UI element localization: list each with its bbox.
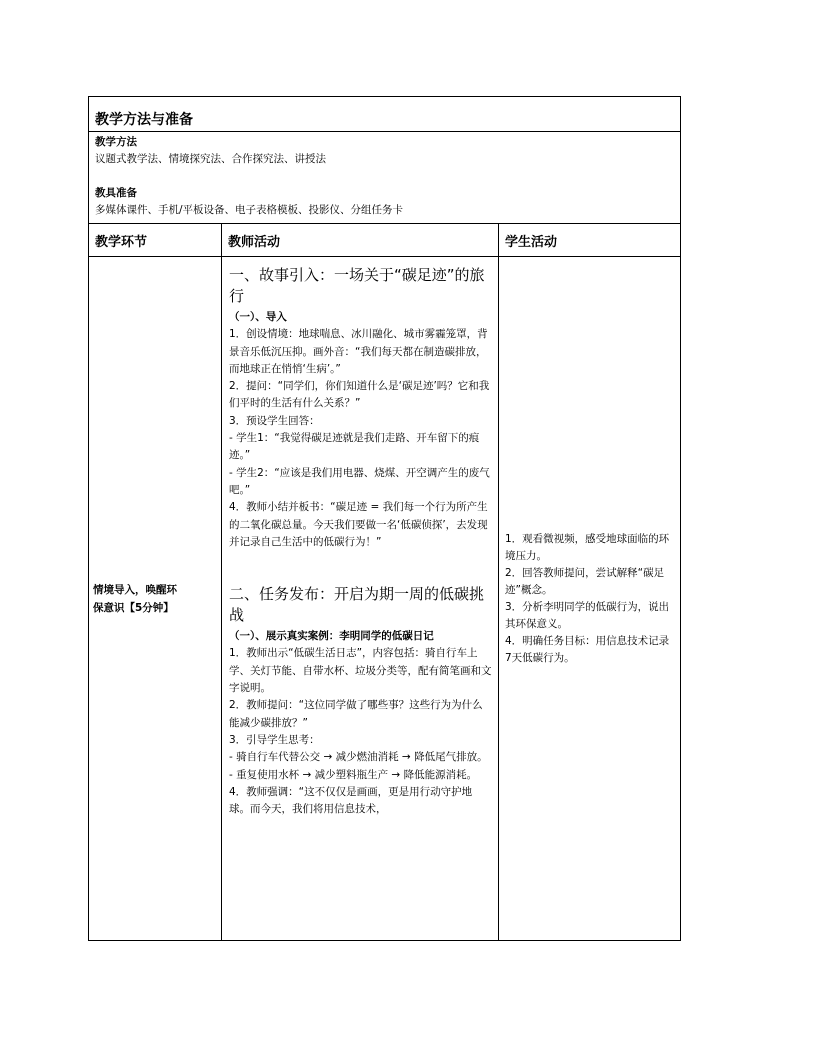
section-title: 教学方法与准备 xyxy=(89,97,681,132)
student-item: 3．分析李明同学的低碳行为，说出其环保意义。 xyxy=(505,600,670,630)
part1-line: 3．预设学生回答： xyxy=(229,414,320,427)
part2-title: 二、任务发布：开启为期一周的低碳挑战 xyxy=(229,585,485,625)
lesson-plan-table xyxy=(88,96,681,941)
part1-line: 2．提问：“同学们，你们知道什么是‘碳足迹’吗？它和我们平时的生活有什么关系？” xyxy=(229,380,490,410)
stage-line-1: 情境导入，唤醒环 xyxy=(93,583,177,596)
part2-line: 1．教师出示“低碳生活日志”，内容包括：骑自行车上学、关灯节能、自带水杯、垃圾分类等，配有简笔画和文字说明。 xyxy=(229,647,492,695)
part1-line: 4．教师小结并板书：“碳足迹 = 我们每一个行为所产生的二氧化碳总量。今天我们要做一名‘低碳侦探’，去发现并记录自己生活中的低碳行为！” xyxy=(229,501,488,548)
preparation-row xyxy=(89,132,681,224)
student-item: 1．观看微视频，感受地球面临的环境压力。 xyxy=(505,532,670,562)
student-item: 4．明确任务目标：用信息技术记录7天低碳行为。 xyxy=(505,634,670,664)
part1-line: - 学生1：“我觉得碳足迹就是我们走路、开车留下的痕迹。” xyxy=(229,432,480,462)
part2-line: 4．教师强调：“这不仅仅是画画，更是用行动守护地球。而今天，我们将用信息技术， xyxy=(229,785,473,816)
stage-cell xyxy=(89,257,222,941)
part1-title: 一、故事引入：一场关于“碳足迹”的旅行 xyxy=(229,266,485,305)
stage-line-2: 保意识【5分钟】 xyxy=(93,601,174,614)
methods-heading: 教学方法 xyxy=(95,136,137,148)
part2-line: - 骑自行车代替公交 → 减少燃油消耗 → 降低尾气排放。 xyxy=(229,751,488,764)
part2-line: 2．教师提问：“这位同学做了哪些事？这些行为为什么能减少碳排放？” xyxy=(229,699,483,729)
student-activity-cell xyxy=(499,257,681,941)
methods-text: 议题式教学法、情境探究法、合作探究法、讲授法 xyxy=(95,153,326,165)
teacher-activity-cell xyxy=(222,257,499,941)
part1-line: - 学生2：“应该是我们用电器、烧煤、开空调产生的废气吧。” xyxy=(229,466,490,496)
part1-subtitle: （一）、导入 xyxy=(229,311,287,323)
tools-heading: 教具准备 xyxy=(95,187,137,199)
header-stage: 教学环节 xyxy=(89,224,222,257)
tools-text: 多媒体课件、手机/平板设备、电子表格模板、投影仪、分组任务卡 xyxy=(95,204,404,216)
section-title-row xyxy=(89,97,681,132)
part1-line: 1．创设情境：地球喘息、冰川融化、城市雾霾笼罩，背景音乐低沉压抑。画外音：“我们每天都在制造碳排放，而地球正在悄悄‘生病’。” xyxy=(229,328,488,375)
preparation-cell xyxy=(89,132,681,224)
header-teacher: 教师活动 xyxy=(222,224,499,257)
part2-subtitle: （一）、展示真实案例：李明同学的低碳日记 xyxy=(229,630,434,643)
header-student: 学生活动 xyxy=(499,224,681,257)
activity-row xyxy=(89,257,681,941)
student-item: 2．回答教师提问，尝试解释“碳足迹”概念。 xyxy=(505,566,665,596)
column-header-row xyxy=(89,224,681,257)
part2-line: 3．引导学生思考： xyxy=(229,733,320,746)
part2-line: - 重复使用水杯 → 减少塑料瓶生产 → 降低能源消耗。 xyxy=(229,768,478,781)
